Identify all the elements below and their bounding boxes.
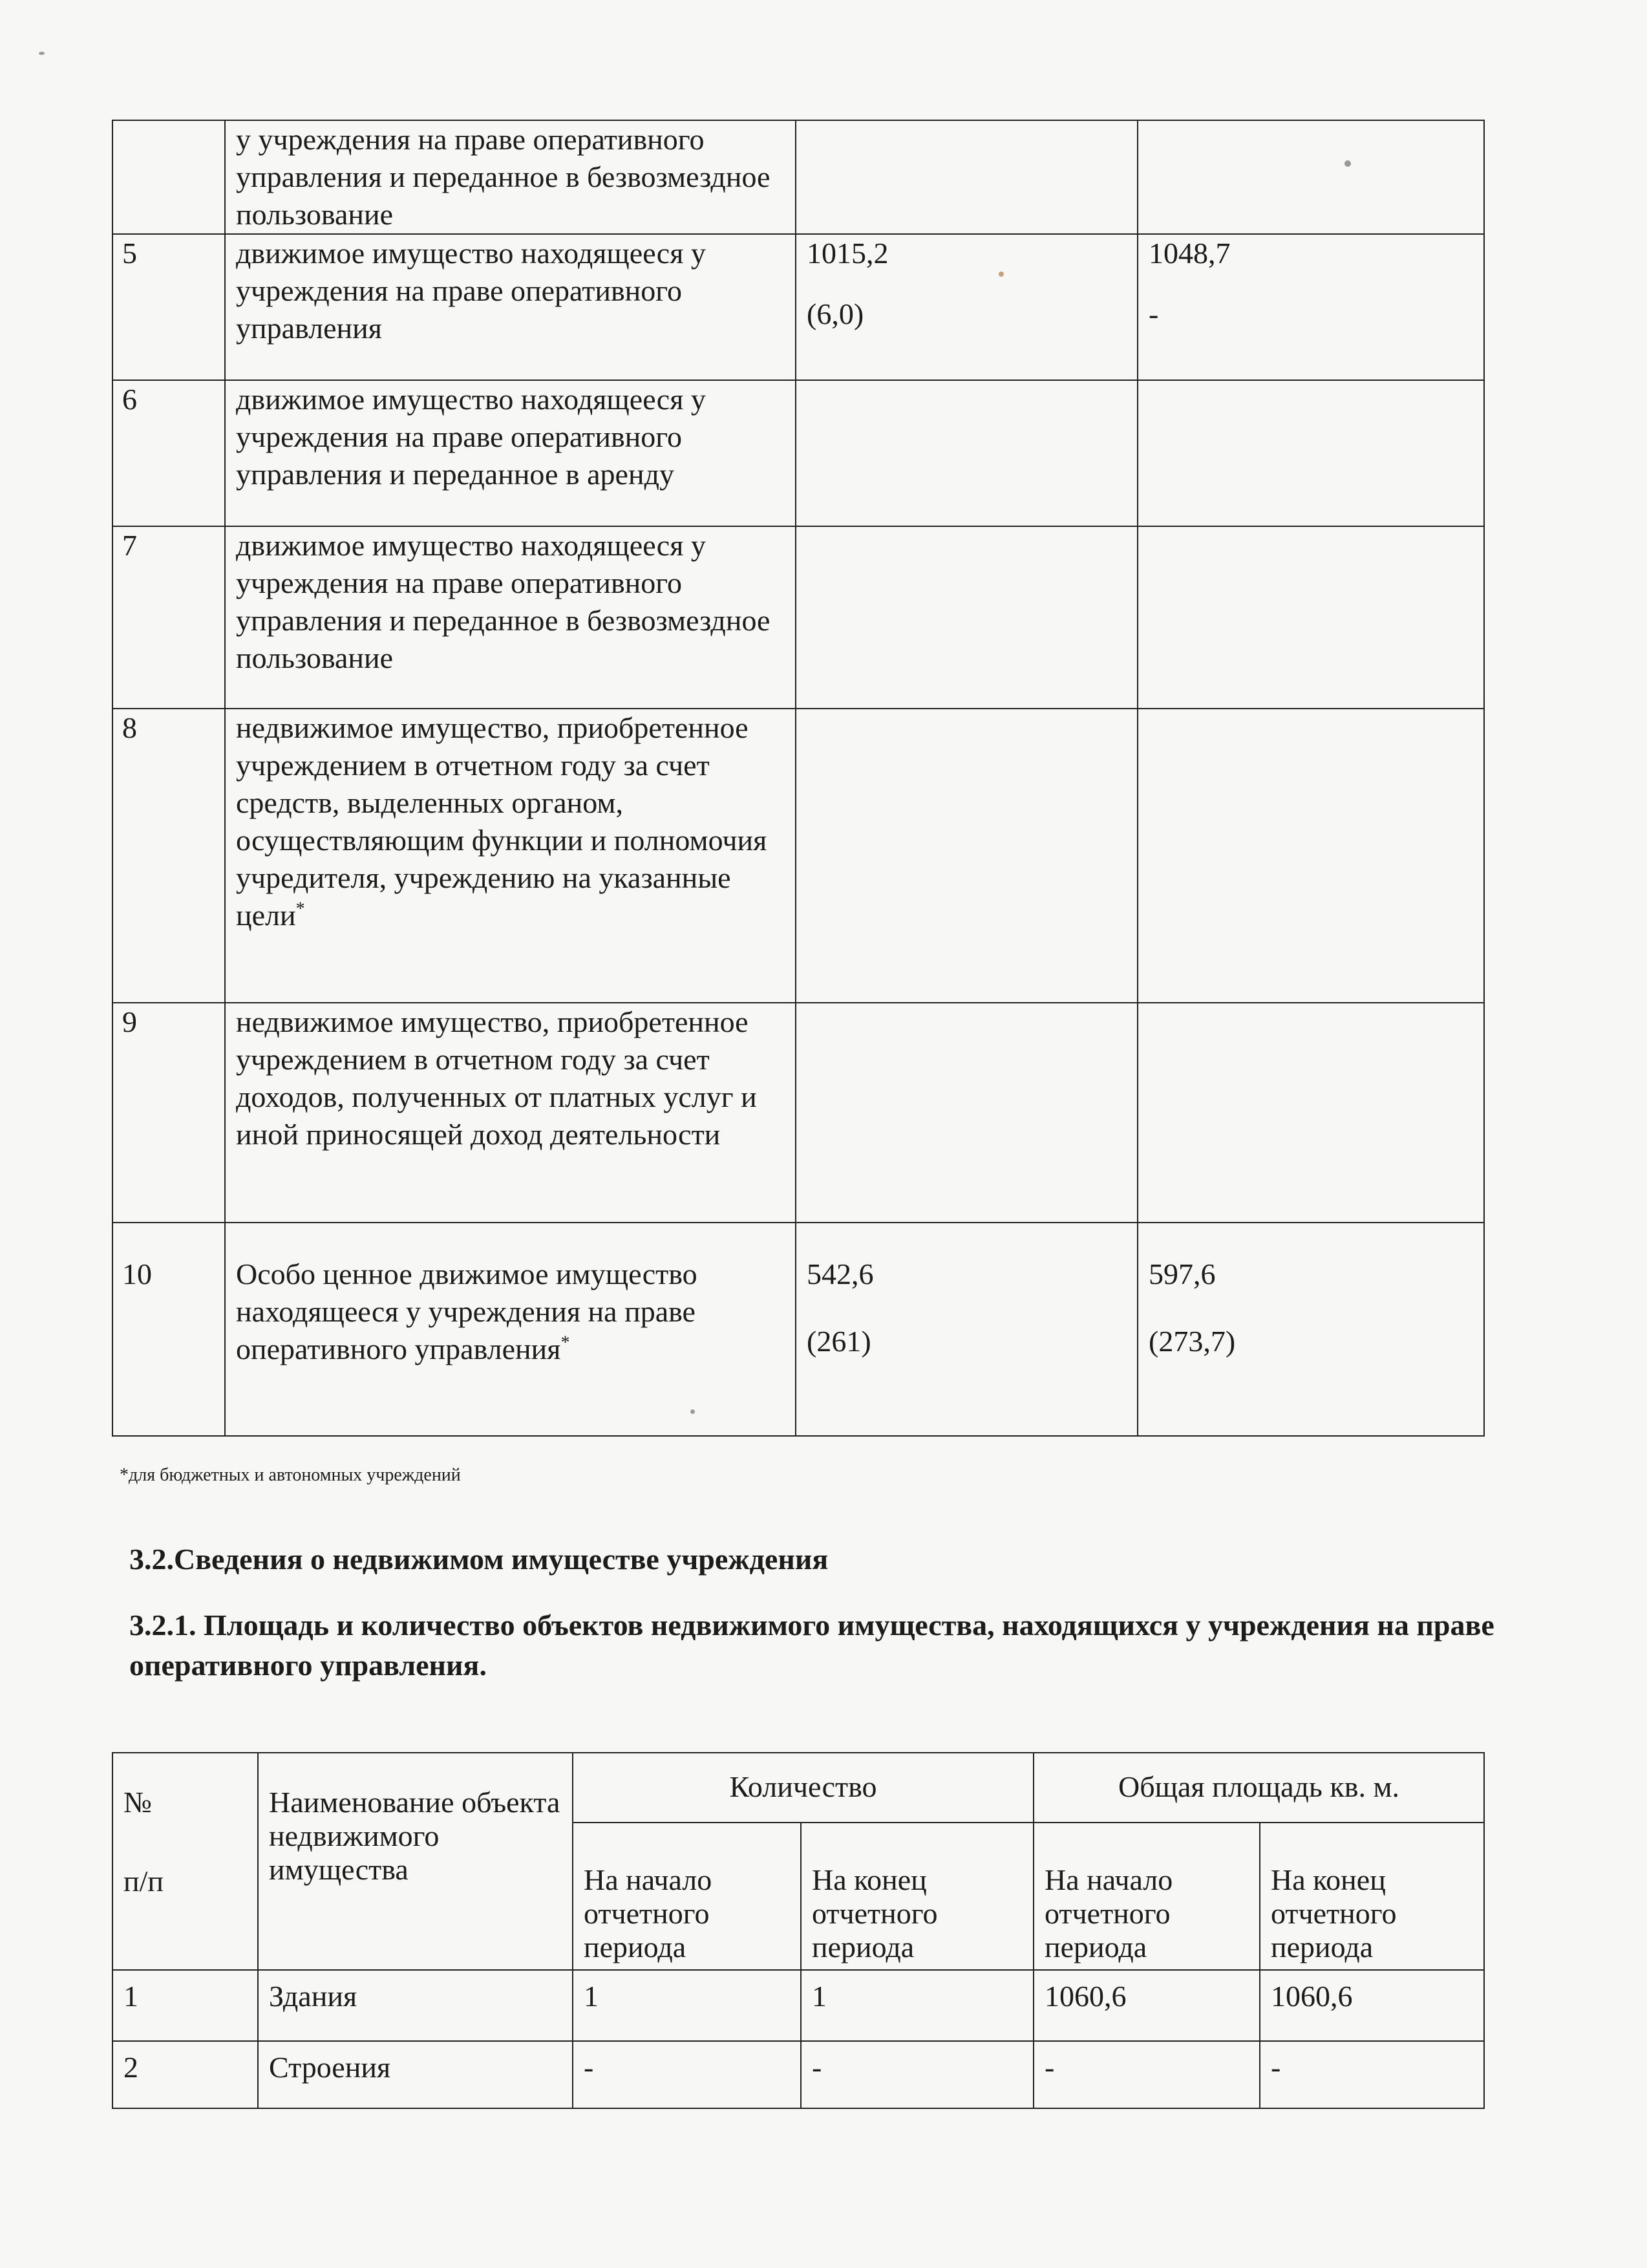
row-qty-start: 1 xyxy=(573,1970,801,2041)
scan-speck xyxy=(1344,160,1351,167)
row-end-value xyxy=(1138,380,1484,526)
footnote-mark: * xyxy=(295,899,305,919)
row-description-text: Особо ценное движимое имущество находящееся у учреждения на праве оперативного управления xyxy=(236,1257,697,1365)
header-number-symbol: № xyxy=(123,1786,152,1819)
row-end-value xyxy=(1138,1223,1484,1436)
property-table xyxy=(112,120,1485,1437)
row-description: движимое имущество находящееся у учреждения на праве оперативного управления и переданное в безвозмездное пользование xyxy=(225,526,796,709)
row-object-name: Строения xyxy=(258,2041,573,2108)
end-subvalue: (273,7) xyxy=(1149,1325,1236,1358)
row-description xyxy=(225,1223,796,1436)
footnote-mark: * xyxy=(560,1332,570,1353)
row-object-name: Здания xyxy=(258,1970,573,2041)
table-row xyxy=(112,380,1484,526)
header-row xyxy=(112,1753,1484,1823)
row-area-start: 1060,6 xyxy=(1034,1970,1260,2041)
header-qty-start: На начало отчетного периода xyxy=(573,1823,801,1970)
end-value: 1048,7 xyxy=(1149,237,1231,270)
row-number xyxy=(112,120,225,234)
start-value: 1015,2 xyxy=(807,237,889,270)
row-start-value xyxy=(796,1223,1138,1436)
row-number: 7 xyxy=(112,526,225,709)
row-description: недвижимое имущество, приобретенное учреждением в отчетном году за счет доходов, полученных от платных услуг и иной приносящей доход деятельности xyxy=(225,1003,796,1223)
section-title: 3.2.Сведения о недвижимом имуществе учреждения xyxy=(129,1543,829,1576)
start-value: 542,6 xyxy=(807,1257,874,1290)
row-number: 10 xyxy=(112,1223,225,1436)
start-subvalue: (6,0) xyxy=(807,297,864,330)
row-start-value xyxy=(796,1003,1138,1223)
row-description xyxy=(225,709,796,1003)
row-area-start: - xyxy=(1034,2041,1260,2108)
row-qty-end: 1 xyxy=(801,1970,1034,2041)
row-area-end: 1060,6 xyxy=(1260,1970,1484,2041)
scan-speck xyxy=(999,272,1004,277)
row-start-value xyxy=(796,380,1138,526)
row-number: 1 xyxy=(112,1970,258,2041)
row-number: 6 xyxy=(112,380,225,526)
row-end-value xyxy=(1138,120,1484,234)
row-description: движимое имущество находящееся у учреждения на праве оперативного управления и переданное в аренду xyxy=(225,380,796,526)
row-start-value xyxy=(796,234,1138,380)
row-qty-end: - xyxy=(801,2041,1034,2108)
row-area-end: - xyxy=(1260,2041,1484,2108)
table-row xyxy=(112,1223,1484,1436)
scan-speck xyxy=(690,1409,695,1414)
row-start-value xyxy=(796,120,1138,234)
footnote: *для бюджетных и автономных учреждений xyxy=(120,1465,461,1485)
table-row xyxy=(112,234,1484,380)
table-row xyxy=(112,2041,1484,2108)
scan-speck xyxy=(39,52,45,55)
row-start-value xyxy=(796,526,1138,709)
row-start-value xyxy=(796,709,1138,1003)
row-description-text: недвижимое имущество, приобретенное учреждением в отчетном году за счет средств, выделенных органом, осуществляющим функции и полномочия учредителя, учреждению на указанные цели xyxy=(236,711,767,932)
table-row xyxy=(112,1003,1484,1223)
table-row xyxy=(112,120,1484,234)
subsection-title: 3.2.1. Площадь и количество объектов недвижимого имущества, находящихся у учреждения на праве оперативного управления. xyxy=(129,1609,1494,1682)
header-object-name: Наименование объекта недвижимого имущества xyxy=(258,1753,573,1970)
row-number: 2 xyxy=(112,2041,258,2108)
start-subvalue: (261) xyxy=(807,1325,871,1358)
row-end-value xyxy=(1138,709,1484,1003)
row-description: у учреждения на праве оперативного управления и переданное в безвозмездное пользование xyxy=(225,120,796,234)
header-quantity: Количество xyxy=(573,1753,1034,1823)
header-total-area: Общая площадь кв. м. xyxy=(1034,1753,1484,1823)
header-area-start: На начало отчетного периода xyxy=(1034,1823,1260,1970)
row-end-value xyxy=(1138,1003,1484,1223)
end-value: 597,6 xyxy=(1149,1257,1216,1290)
row-number: 8 xyxy=(112,709,225,1003)
table-row xyxy=(112,526,1484,709)
end-subvalue: - xyxy=(1149,297,1159,330)
row-description: движимое имущество находящееся у учреждения на праве оперативного управления xyxy=(225,234,796,380)
header-area-end: На конец отчетного периода xyxy=(1260,1823,1484,1970)
row-end-value xyxy=(1138,526,1484,709)
real-estate-table xyxy=(112,1752,1485,2109)
header-number xyxy=(112,1753,258,1970)
table-row xyxy=(112,709,1484,1003)
table-row xyxy=(112,1970,1484,2041)
row-number: 9 xyxy=(112,1003,225,1223)
row-end-value xyxy=(1138,234,1484,380)
header-qty-end: На конец отчетного периода xyxy=(801,1823,1034,1970)
header-number-pp: п/п xyxy=(123,1865,164,1898)
row-number: 5 xyxy=(112,234,225,380)
row-qty-start: - xyxy=(573,2041,801,2108)
